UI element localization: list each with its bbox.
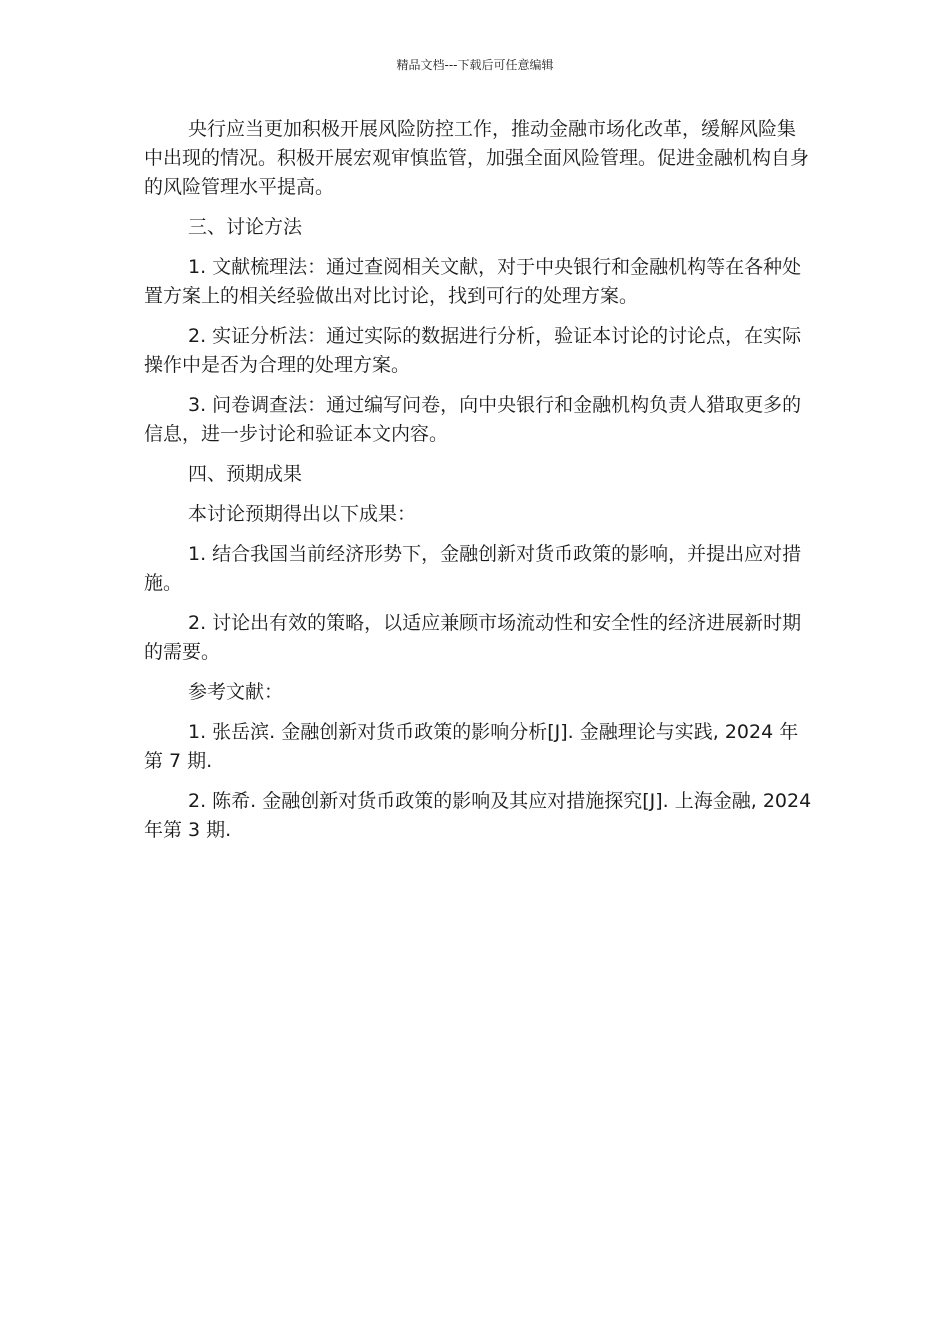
- method-questionnaire: 3. 问卷调查法：通过编写问卷，向中央银行和金融机构负责人猎取更多的信息，进一步讨论和验证本文内容。: [144, 394, 802, 445]
- expected-result-item-1: 1. 结合我国当前经济形势下，金融创新对货币政策的影响，并提出应对措施。: [144, 543, 802, 594]
- expected-results-intro: 本讨论预期得出以下成果：: [188, 503, 417, 525]
- paragraph-risk-control: 央行应当更加积极开展风险防控工作，推动金融市场化改革，缓解风险集中出现的情况。积极开展宏观审慎监管，加强全面风险管理。促进金融机构自身的风险管理水平提高。: [144, 118, 810, 198]
- reference-item-2: 2. 陈希. 金融创新对货币政策的影响及其应对措施探究[J]. 上海金融, 2024 年第 3 期.: [144, 790, 812, 841]
- method-empirical-analysis: 2. 实证分析法：通过实际的数据进行分析，验证本讨论的讨论点，在实际操作中是否为合理的处理方案。: [144, 325, 802, 376]
- expected-result-item-2: 2. 讨论出有效的策略，以适应兼顾市场流动性和安全性的经济进展新时期的需要。: [144, 612, 802, 663]
- section-heading-expected-results: 四、预期成果: [188, 463, 303, 485]
- section-heading-methods: 三、讨论方法: [188, 216, 303, 238]
- reference-item-1: 1. 张岳滨. 金融创新对货币政策的影响分析[J]. 金融理论与实践, 2024 年第 7 期.: [144, 721, 799, 772]
- method-literature-review: 1. 文献梳理法：通过查阅相关文献，对于中央银行和金融机构等在各种处置方案上的相关经验做出对比讨论，找到可行的处理方案。: [144, 256, 802, 307]
- references-heading: 参考文献：: [188, 681, 284, 703]
- document-body: [144, 115, 814, 856]
- page-header: 精品文档---下载后可任意编辑: [396, 58, 554, 72]
